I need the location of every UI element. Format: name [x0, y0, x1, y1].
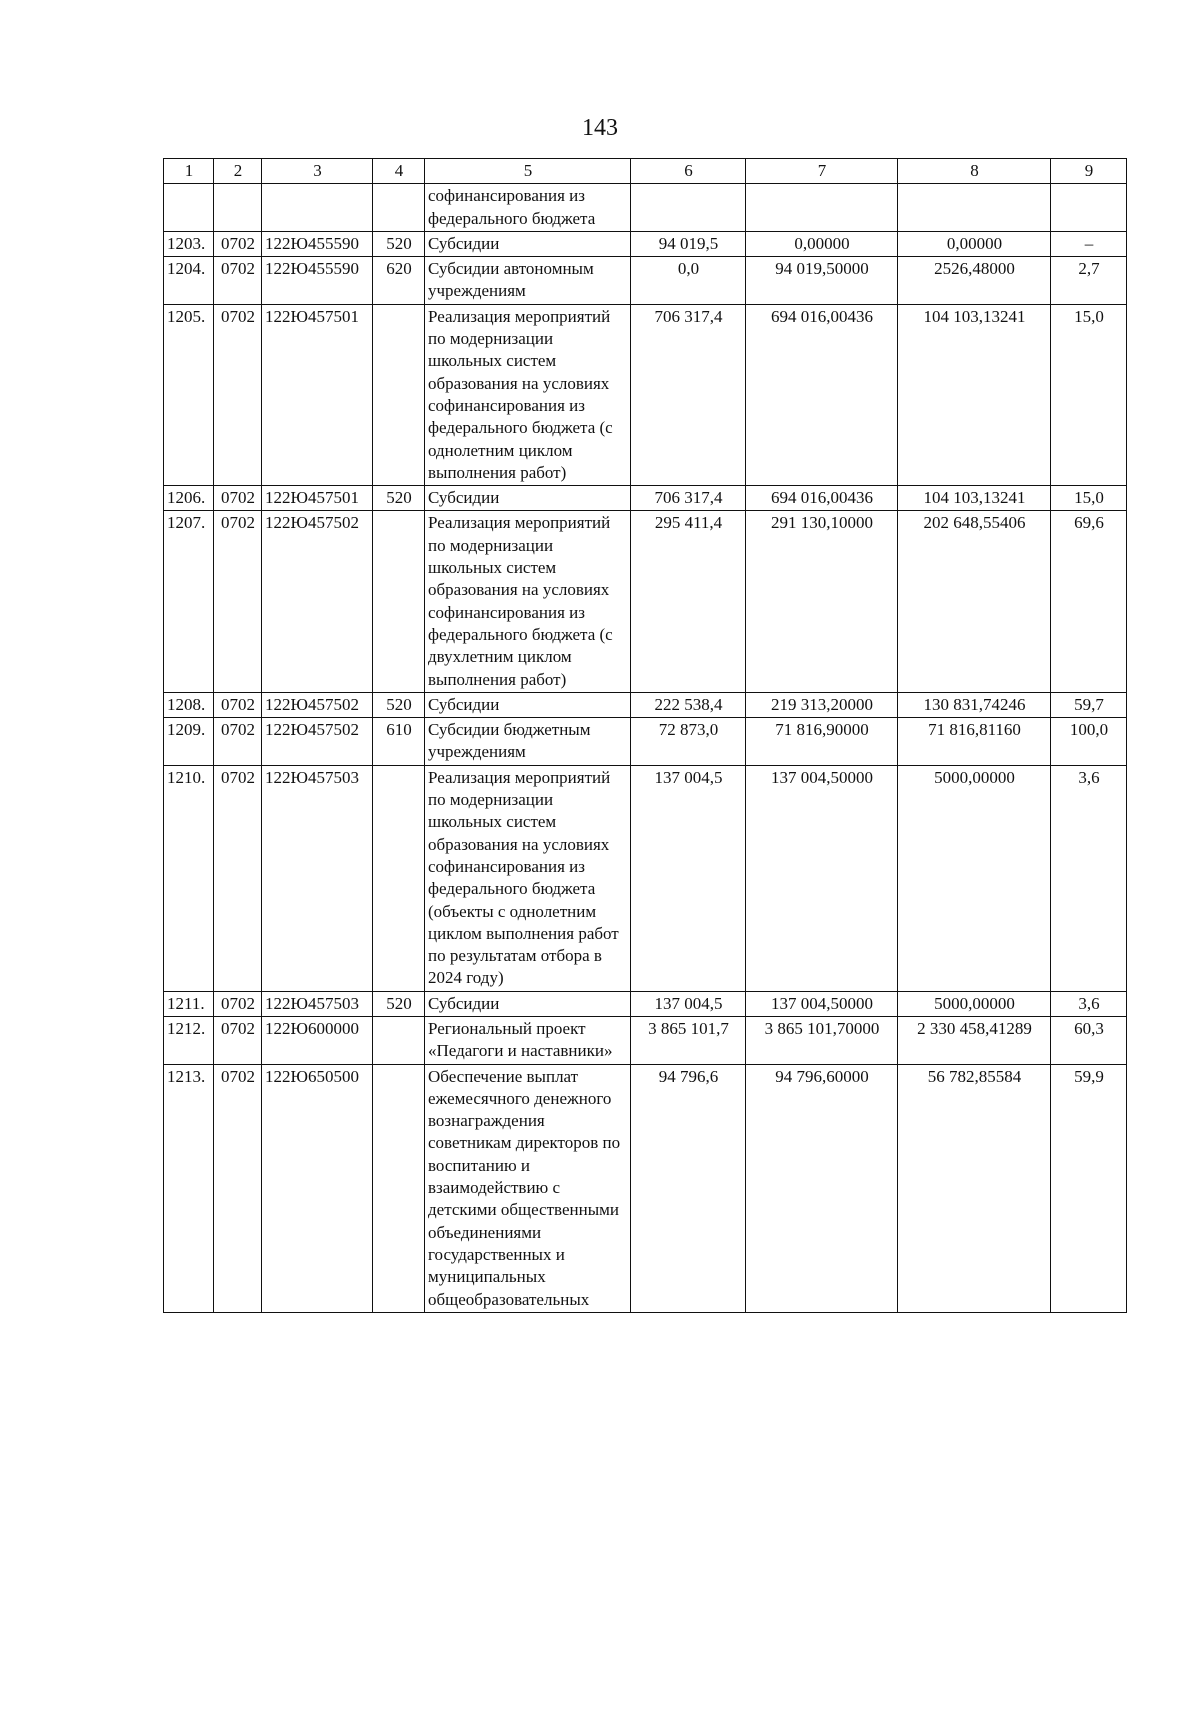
- table-row: [164, 511, 1127, 692]
- value-col9-cell: 69,6: [1051, 511, 1127, 692]
- column-header: 3: [262, 159, 373, 184]
- value-col9-cell: 2,7: [1051, 257, 1127, 305]
- value-col6-cell: 72 873,0: [631, 718, 746, 766]
- value-col9-cell: 15,0: [1051, 486, 1127, 511]
- target-article-cell: 122Ю457502: [262, 511, 373, 692]
- section-code-cell: 0702: [214, 486, 262, 511]
- expense-type-cell: 520: [373, 991, 425, 1016]
- expense-type-cell: 520: [373, 231, 425, 256]
- value-col7-cell: 694 016,00436: [746, 304, 898, 485]
- column-header: 2: [214, 159, 262, 184]
- value-col7-cell: 291 130,10000: [746, 511, 898, 692]
- value-col9-cell: 59,7: [1051, 692, 1127, 717]
- value-col7-cell: 137 004,50000: [746, 765, 898, 991]
- value-col8-cell: 104 103,13241: [898, 304, 1051, 485]
- value-col7-cell: 94 019,50000: [746, 257, 898, 305]
- value-col9-cell: –: [1051, 231, 1127, 256]
- value-col9-cell: 3,6: [1051, 991, 1127, 1016]
- column-header: 7: [746, 159, 898, 184]
- target-article-cell: 122Ю457503: [262, 765, 373, 991]
- column-header: 4: [373, 159, 425, 184]
- value-col9-cell: 59,9: [1051, 1064, 1127, 1312]
- item-name-cell: Региональный проект «Педагоги и наставники»: [425, 1016, 631, 1064]
- section-code-cell: [214, 184, 262, 232]
- target-article-cell: 122Ю457501: [262, 486, 373, 511]
- expense-type-cell: [373, 1064, 425, 1312]
- value-col6-cell: 137 004,5: [631, 991, 746, 1016]
- row-number-cell: 1208.: [164, 692, 214, 717]
- expense-type-cell: [373, 765, 425, 991]
- value-col9-cell: 100,0: [1051, 718, 1127, 766]
- value-col6-cell: [631, 184, 746, 232]
- value-col7-cell: 694 016,00436: [746, 486, 898, 511]
- expense-type-cell: 520: [373, 486, 425, 511]
- value-col8-cell: 5000,00000: [898, 765, 1051, 991]
- expense-type-cell: 620: [373, 257, 425, 305]
- section-code-cell: 0702: [214, 304, 262, 485]
- value-col7-cell: 71 816,90000: [746, 718, 898, 766]
- item-name-cell: Субсидии: [425, 991, 631, 1016]
- row-number-cell: 1204.: [164, 257, 214, 305]
- value-col6-cell: 137 004,5: [631, 765, 746, 991]
- target-article-cell: 122Ю457501: [262, 304, 373, 485]
- column-header: 8: [898, 159, 1051, 184]
- value-col7-cell: 0,00000: [746, 231, 898, 256]
- target-article-cell: 122Ю455590: [262, 231, 373, 256]
- section-code-cell: 0702: [214, 1016, 262, 1064]
- expense-type-cell: 610: [373, 718, 425, 766]
- value-col7-cell: 219 313,20000: [746, 692, 898, 717]
- target-article-cell: 122Ю457502: [262, 692, 373, 717]
- row-number-cell: 1206.: [164, 486, 214, 511]
- budget-table: [163, 158, 1127, 1313]
- section-code-cell: 0702: [214, 692, 262, 717]
- value-col6-cell: 706 317,4: [631, 486, 746, 511]
- value-col8-cell: 202 648,55406: [898, 511, 1051, 692]
- row-number-cell: 1209.: [164, 718, 214, 766]
- row-number-cell: 1213.: [164, 1064, 214, 1312]
- page-number: 143: [582, 115, 618, 141]
- value-col6-cell: 94 796,6: [631, 1064, 746, 1312]
- row-number-cell: 1211.: [164, 991, 214, 1016]
- value-col8-cell: 130 831,74246: [898, 692, 1051, 717]
- expense-type-cell: [373, 511, 425, 692]
- row-number-cell: 1212.: [164, 1016, 214, 1064]
- item-name-cell: Субсидии: [425, 231, 631, 256]
- table-row: [164, 231, 1127, 256]
- expense-type-cell: [373, 304, 425, 485]
- table-row: [164, 765, 1127, 991]
- table-row: [164, 718, 1127, 766]
- row-number-cell: 1205.: [164, 304, 214, 485]
- value-col9-cell: 3,6: [1051, 765, 1127, 991]
- table-row: [164, 486, 1127, 511]
- table-row: [164, 257, 1127, 305]
- item-name-cell: Субсидии: [425, 486, 631, 511]
- section-code-cell: 0702: [214, 257, 262, 305]
- column-header: 9: [1051, 159, 1127, 184]
- value-col8-cell: 56 782,85584: [898, 1064, 1051, 1312]
- value-col7-cell: [746, 184, 898, 232]
- item-name-cell: Субсидии автономным учреждениям: [425, 257, 631, 305]
- value-col6-cell: 0,0: [631, 257, 746, 305]
- item-name-cell: Обеспечение выплат ежемесячного денежного вознаграждения советникам директоров по воспитанию и взаимодействию с детскими общественными объединениями государственных и муниципальных общеобразовательных: [425, 1064, 631, 1312]
- table-row: [164, 304, 1127, 485]
- item-name-cell: софинансирования из федерального бюджета: [425, 184, 631, 232]
- column-header: 1: [164, 159, 214, 184]
- section-code-cell: 0702: [214, 511, 262, 692]
- section-code-cell: 0702: [214, 718, 262, 766]
- header-row: [164, 159, 1127, 184]
- item-name-cell: Реализация мероприятий по модернизации школьных систем образования на условиях софинансирования из федерального бюджета (с однолетним циклом выполнения работ): [425, 304, 631, 485]
- section-code-cell: 0702: [214, 991, 262, 1016]
- table-row: [164, 1016, 1127, 1064]
- value-col9-cell: 60,3: [1051, 1016, 1127, 1064]
- item-name-cell: Реализация мероприятий по модернизации школьных систем образования на условиях софинансирования из федерального бюджета (объекты с однолетним циклом выполнения работ по результатам отбора в 2024 году): [425, 765, 631, 991]
- value-col8-cell: 5000,00000: [898, 991, 1051, 1016]
- expense-type-cell: [373, 1016, 425, 1064]
- target-article-cell: 122Ю457503: [262, 991, 373, 1016]
- section-code-cell: 0702: [214, 765, 262, 991]
- table-row: [164, 1064, 1127, 1312]
- target-article-cell: 122Ю457502: [262, 718, 373, 766]
- value-col8-cell: 104 103,13241: [898, 486, 1051, 511]
- row-number-cell: 1207.: [164, 511, 214, 692]
- table-row: [164, 184, 1127, 232]
- item-name-cell: Реализация мероприятий по модернизации школьных систем образования на условиях софинансирования из федерального бюджета (с двухлетним циклом выполнения работ): [425, 511, 631, 692]
- row-number-cell: 1203.: [164, 231, 214, 256]
- expense-type-cell: [373, 184, 425, 232]
- table-row: [164, 991, 1127, 1016]
- value-col8-cell: 71 816,81160: [898, 718, 1051, 766]
- value-col6-cell: 706 317,4: [631, 304, 746, 485]
- value-col8-cell: 2526,48000: [898, 257, 1051, 305]
- target-article-cell: [262, 184, 373, 232]
- table-row: [164, 692, 1127, 717]
- column-header: 6: [631, 159, 746, 184]
- expense-type-cell: 520: [373, 692, 425, 717]
- section-code-cell: 0702: [214, 231, 262, 256]
- target-article-cell: 122Ю650500: [262, 1064, 373, 1312]
- value-col7-cell: 3 865 101,70000: [746, 1016, 898, 1064]
- target-article-cell: 122Ю455590: [262, 257, 373, 305]
- value-col6-cell: 295 411,4: [631, 511, 746, 692]
- value-col8-cell: 0,00000: [898, 231, 1051, 256]
- value-col8-cell: 2 330 458,41289: [898, 1016, 1051, 1064]
- target-article-cell: 122Ю600000: [262, 1016, 373, 1064]
- item-name-cell: Субсидии: [425, 692, 631, 717]
- item-name-cell: Субсидии бюджетным учреждениям: [425, 718, 631, 766]
- value-col6-cell: 3 865 101,7: [631, 1016, 746, 1064]
- section-code-cell: 0702: [214, 1064, 262, 1312]
- value-col9-cell: [1051, 184, 1127, 232]
- row-number-cell: [164, 184, 214, 232]
- value-col6-cell: 94 019,5: [631, 231, 746, 256]
- value-col7-cell: 94 796,60000: [746, 1064, 898, 1312]
- value-col8-cell: [898, 184, 1051, 232]
- row-number-cell: 1210.: [164, 765, 214, 991]
- value-col6-cell: 222 538,4: [631, 692, 746, 717]
- value-col7-cell: 137 004,50000: [746, 991, 898, 1016]
- column-header: 5: [425, 159, 631, 184]
- value-col9-cell: 15,0: [1051, 304, 1127, 485]
